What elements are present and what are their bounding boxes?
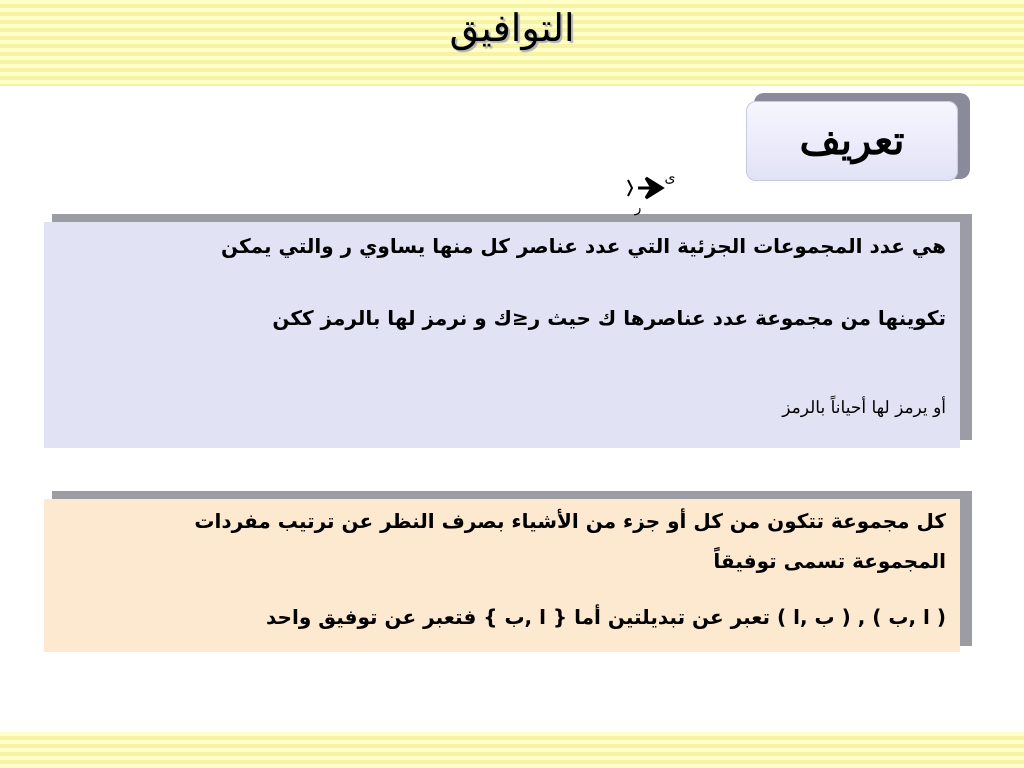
definition-line-3: أو يرمز لها أحياناً بالرمز: [782, 398, 946, 418]
footer-band: [0, 732, 1024, 768]
definition-button-label: تعريف: [799, 117, 905, 164]
definition-line-2: تكوينها من مجموعة عدد عناصرها ك حيث ر≤ك و نرمز لها بالرمز ككن: [272, 306, 946, 330]
example-line-3: ( ا ,ب ) , ( ب ,ا ) تعبر عن تبديلتين أما { ا ,ب } فتعبر عن توفيق واحد: [266, 605, 946, 629]
definition-line-1: هي عدد المجموعات الجزئية التي عدد عناصر كل منها يساوي ر والتي يمكن: [220, 234, 946, 258]
slide-title: التوافيق: [449, 6, 575, 50]
example-line-2: المجموعة تسمى توفيقاً: [713, 549, 946, 573]
symbol-sub: ر: [634, 200, 642, 216]
combination-symbol: [594, 168, 684, 218]
example-line-1: كل مجموعة تتكون من كل أو جزء من الأشياء بصرف النظر عن ترتيب مفردات: [194, 509, 946, 533]
example-panel: [44, 499, 960, 652]
symbol-sup: ى: [664, 170, 676, 186]
plane-arrow-icon: [638, 178, 662, 198]
definition-panel: [44, 222, 960, 448]
definition-button[interactable]: [746, 101, 958, 181]
